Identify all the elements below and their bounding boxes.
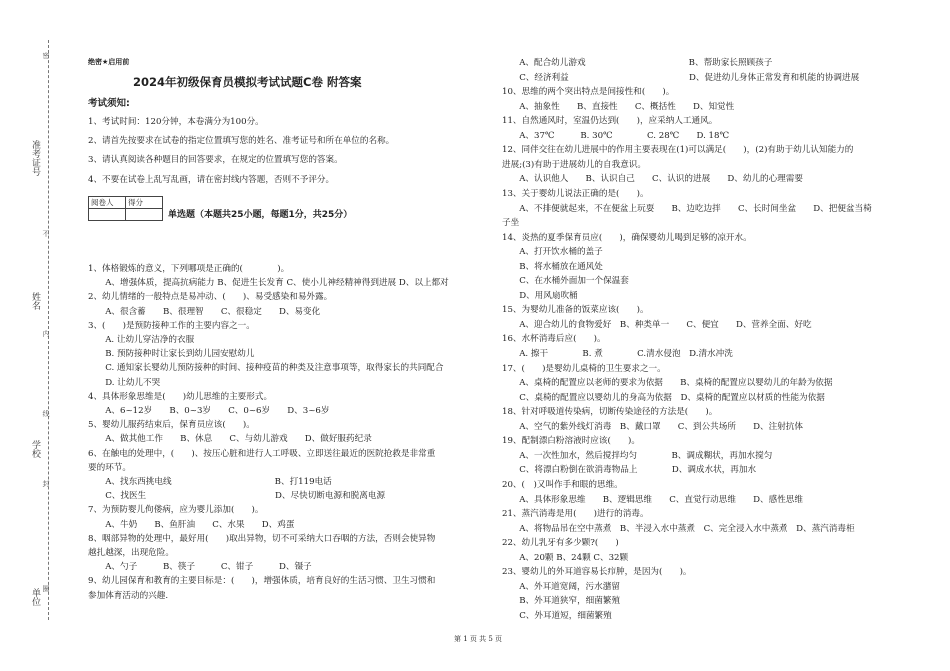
question-line: A、抽象性 B、直接性 C、概括性 D、知觉性: [502, 101, 735, 112]
question-line: 8、咽部异物的处理中，最好用( )取出异物，切不可采纳大口吞咽的方法，否则会使异物: [88, 533, 436, 544]
question-line: A、配合幼儿游戏 B、帮助家长照顾孩子: [502, 58, 773, 68]
question-line: D. 让幼儿不哭: [88, 377, 161, 388]
question-line: 11、自然通风时，室温仍达到( )，应采纳人工通风。: [502, 116, 718, 127]
margin-label-exam-id: 准考证号: [30, 140, 40, 176]
score-box-reviewer: 阅卷人: [89, 197, 126, 209]
question-line: B. 预防接种时让家长到幼儿园安慰幼儿: [88, 349, 255, 360]
notice-heading: 考试须知:: [88, 98, 130, 109]
question-line: B、外耳道狭窄，细菌繁殖: [502, 596, 621, 607]
question-line: C、经济利益 D、促进幼儿身体正常发育和机能的协调进展: [502, 72, 860, 83]
question-line: A. 擦干 B. 煮 C.清水侵泡 D.清水冲洗: [502, 349, 733, 359]
question-line: 12、同伴交往在幼儿进展中的作用主要表现在(1)可以满足( )，(2)有助于幼儿认知能力的: [502, 145, 854, 156]
score-box-score: 得分: [126, 197, 163, 209]
notice-item: 4、不要在试卷上乱写乱画，请在密封线内答题，否则不予评分。: [88, 175, 335, 185]
question-line: C、找医生 D、尽快切断电源和脱离电源: [88, 491, 386, 502]
question-line: 19、配制漂白粉溶液时应该( )。: [502, 436, 640, 447]
seal-mark: 不: [42, 230, 50, 237]
question-line: A、具体形象思维 B、逻辑思维 C、直觉行动思维 D、感性思维: [502, 494, 803, 505]
margin-label-name: 姓名: [30, 292, 40, 310]
score-box-cell: [126, 209, 163, 221]
question-line: A、37℃ B. 30℃ C. 28℃ D. 18℃: [502, 130, 730, 141]
question-line: 6、在触电的处理中，( )、按压心脏和进行人工呼吸、立即送往最近的医院抢救是非常重: [88, 448, 436, 459]
question-line: C、桌椅的配置应以婴幼儿的身高为依据 D、桌椅的配置应以材质的性能为依据: [502, 392, 825, 403]
question-line: 21、蒸汽消毒是用( )进行的消毒。: [502, 509, 649, 520]
question-line: A. 让幼儿穿洁净的衣服: [88, 335, 195, 345]
question-line: C、将漂白粉倒在欲消毒物品上 D、调成水状，再加水: [502, 465, 757, 476]
question-line: 16、水杯消毒后应( )。: [502, 334, 606, 345]
question-line: 15、为婴幼儿准备的饭菜应该( )。: [502, 305, 649, 316]
question-line: B、将水桶放在通风处: [502, 261, 603, 272]
question-line: A、不排便就起来，不在便盆上玩耍 B、边吃边拌 C、长时间坐盆 D、把便盆当椅: [502, 203, 872, 214]
question-line: 参加体育活动的兴趣.: [88, 590, 169, 601]
question-line: A、很含蓄 B、很理智 C、很稳定 D、易变化: [88, 306, 321, 317]
question-line: C、在水桶外面加一个保温套: [502, 276, 629, 287]
question-line: 14、炎热的夏季保育员应( )，确保婴幼儿喝到足够的凉开水。: [502, 232, 752, 243]
score-box: [88, 196, 163, 221]
question-line: A、迎合幼儿的食物爱好 B、种类单一 C、便宜 D、营养全面、好吃: [502, 319, 812, 330]
score-box-cell: [89, 209, 126, 221]
question-line: 要的环节。: [88, 462, 131, 473]
margin-label-unit: 单位: [30, 588, 40, 606]
question-line: 18、针对呼吸道传染病，切断传染途径的方法是( )。: [502, 407, 718, 418]
question-line: A、找东西挑电线 B、打119电话: [88, 477, 332, 487]
question-line: C. 通知家长婴幼儿预防接种的时间、接种疫苗的种类及注意事项等，取得家长的共同配合: [88, 363, 444, 374]
notice-item: 1、考试时间：120分钟，本卷满分为100分。: [88, 117, 264, 127]
question-line: A、认识他人 B、认识自己 C、认识的进展 D、幼儿的心理需要: [502, 174, 803, 185]
page-title: 2024年初级保育员模拟考试试题C卷 附答案: [133, 75, 362, 89]
question-line: 22、幼儿乳牙有多少颗?( ): [502, 538, 619, 549]
notice-item: 3、请认真阅读各种题目的回答要求，在规定的位置填写您的答案。: [88, 155, 343, 165]
question-line: 2、幼儿情绪的一般特点是易冲动、( )、易受感染和易外露。: [88, 292, 333, 303]
question-line: A、打开饮水桶的盖子: [502, 247, 603, 258]
question-line: A、桌椅的配置应以老师的要求为依据 B、桌椅的配置应以婴幼儿的年龄为依据: [502, 378, 833, 389]
question-line: A、做其他工作 B、休息 C、与幼儿游戏 D、做好服药纪录: [88, 434, 372, 445]
question-line: 4、具体形象思维是( )幼儿思维的主要形式。: [88, 391, 273, 402]
seal-mark: 内: [42, 330, 50, 337]
question-line: A、牛奶 B、鱼肝油 C、水果 D、鸡蛋: [88, 519, 295, 530]
question-line: 23、婴幼儿的外耳道容易长疖肿，是因为( )。: [502, 567, 692, 578]
seal-mark: 圈: [42, 585, 50, 592]
seal-mark: 线: [42, 410, 50, 417]
notice-item: 2、请首先按要求在试卷的指定位置填写您的姓名、准考证号和所在单位的名称。: [88, 136, 395, 146]
question-line: 越扎越深，出现危险。: [88, 548, 174, 558]
section-title: 单选题（本题共25小题，每题1分，共25分）: [168, 210, 353, 220]
question-line: 10、思维的两个突出特点是间接性和( )。: [502, 87, 675, 98]
question-line: 20、( )又叫作手和眼的思维。: [502, 479, 623, 490]
question-line: A、6~12岁 B、0~3岁 C、0~6岁 D、3~6岁: [88, 406, 330, 416]
question-line: 1、体格锻炼的意义，下列哪项是正确的( )。: [88, 264, 290, 274]
question-line: 3、( )是预防接种工作的主要内容之一。: [88, 320, 255, 331]
question-line: A、外耳道宽阔，污水潴留: [502, 581, 620, 592]
page-number: 第 1 页 共 5 页: [454, 635, 503, 643]
question-line: A、20颗 B、24颗 C、32颗: [502, 552, 629, 563]
question-line: A、一次性加水，然后搅拌均匀 B、调成糊状，再加水搅匀: [502, 450, 773, 461]
question-line: 7、为预防婴儿佝偻病，应为婴儿添加( )。: [88, 505, 264, 516]
secret-label: 绝密★启用前: [88, 58, 130, 66]
question-line: 9、幼儿园保育和教育的主要目标是：( )，增强体质，培育良好的生活习惯、卫生习惯和: [88, 576, 436, 587]
question-line: 17、( )是婴幼儿桌椅的卫生要求之一。: [502, 363, 666, 374]
seal-mark: 封: [42, 480, 50, 487]
question-line: D、用风扇吹桶: [502, 290, 578, 301]
question-line: C、外耳道短，细菌繁殖: [502, 610, 612, 621]
question-line: A、将物品吊在空中蒸煮 B、半浸入水中蒸煮 C、完全浸入水中蒸煮 D、蒸汽消毒柜: [502, 523, 855, 534]
question-line: 子坐: [502, 218, 520, 229]
question-line: A、勺子 B、筷子 C、钳子 D、镊子: [88, 562, 312, 573]
margin-label-school: 学校: [30, 440, 40, 458]
seal-mark: 密: [42, 52, 50, 59]
question-line: A、空气的紫外线灯消毒 B、戴口罩 C、到公共场所 D、注射抗体: [502, 421, 803, 432]
question-line: 13、关于婴幼儿说法正确的是( )。: [502, 188, 649, 199]
question-line: 5、婴幼儿服药结束后，保育员应该( )。: [88, 420, 255, 431]
question-line: A、增强体质，提高抗病能力 B、促进生长发育 C、使小儿神经精神得到进展 D、以上都对: [88, 278, 449, 289]
question-line: 进展;(3)有助于进展幼儿的自我意识。: [502, 159, 646, 170]
